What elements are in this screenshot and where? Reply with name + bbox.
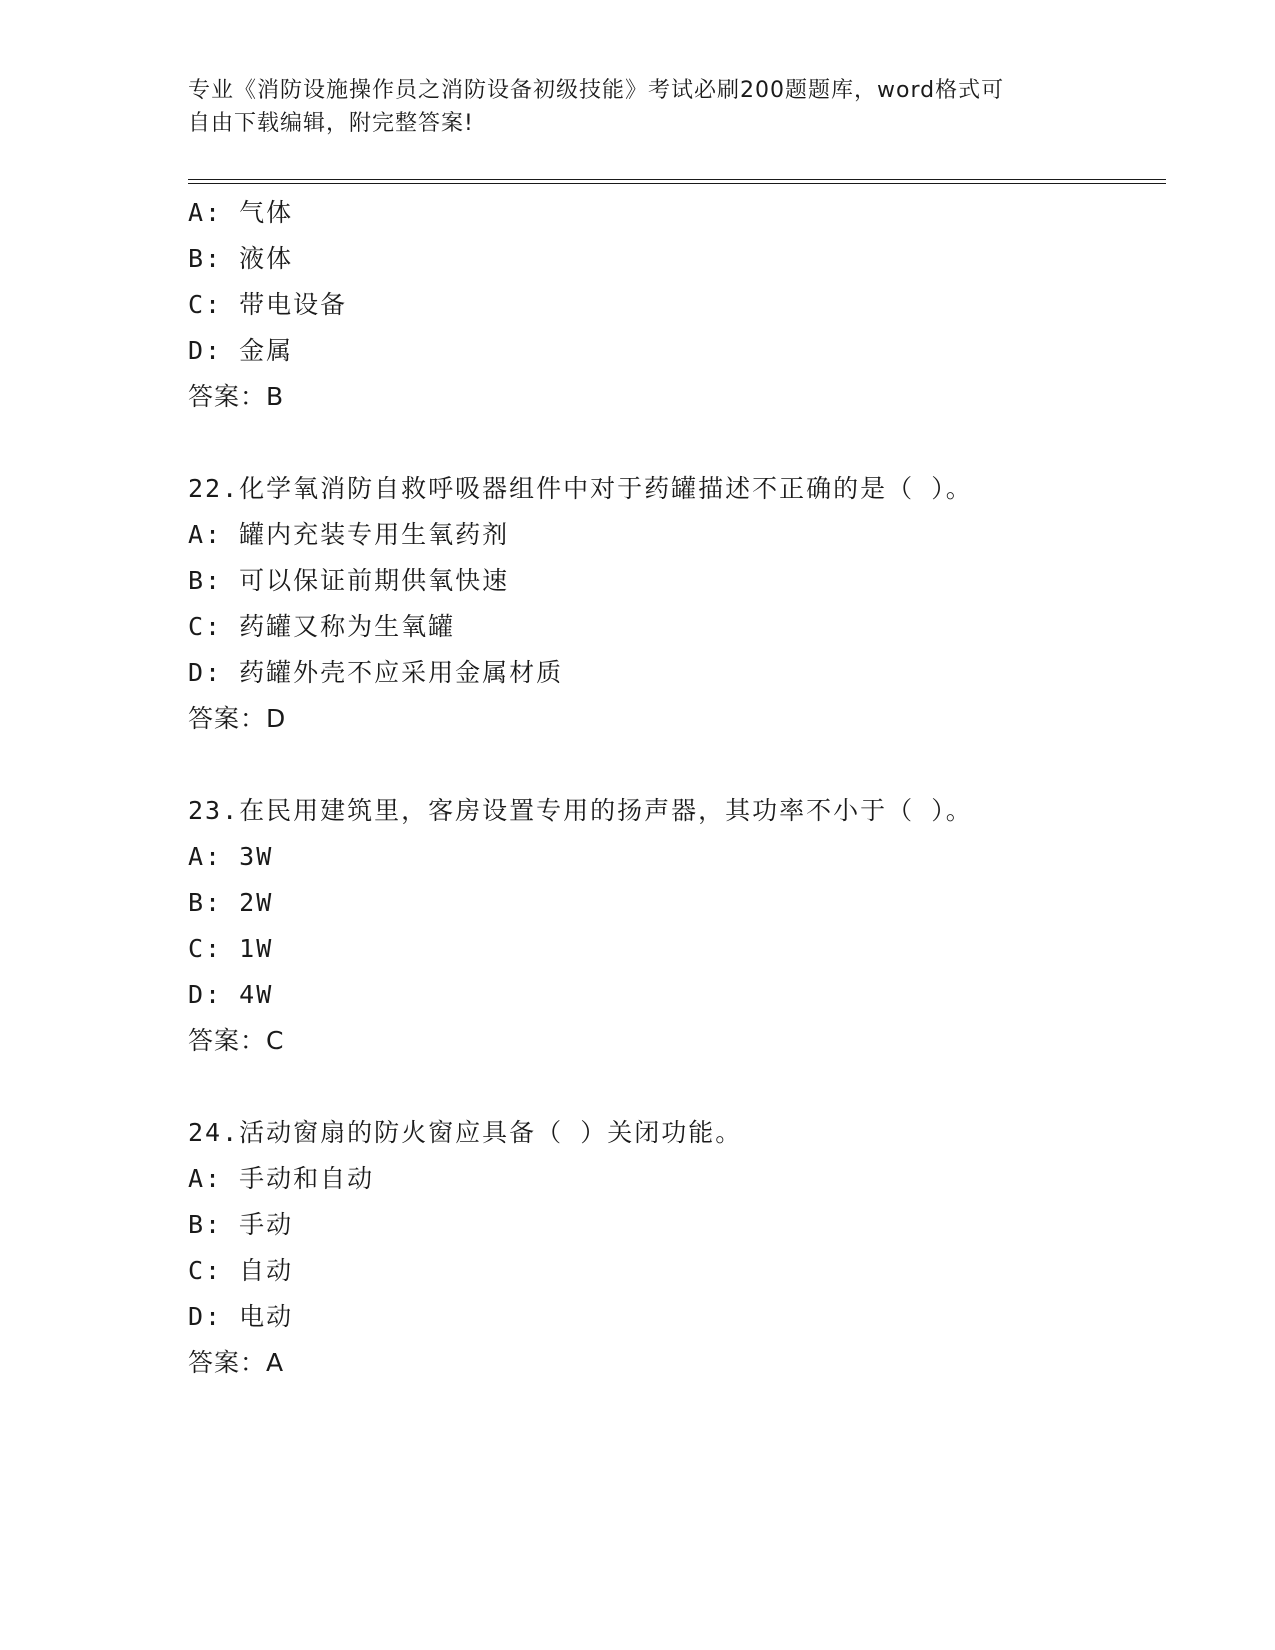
option-c: C: 1W	[188, 934, 274, 963]
answer-line: 答案：A	[188, 1348, 285, 1377]
header-line-1: 专业《消防设施操作员之消防设备初级技能》考试必刷200题题库，word格式可	[188, 78, 1005, 103]
answer-line: 答案：D	[188, 704, 287, 733]
question-block-21	[188, 190, 1168, 420]
option-d: D: 金属	[188, 336, 294, 365]
spacer	[188, 742, 1168, 788]
option-c: C: 药罐又称为生氧罐	[188, 612, 456, 641]
document-header	[188, 74, 1088, 140]
header-divider-bottom	[188, 183, 1166, 184]
spacer	[188, 420, 1168, 466]
question-block-24	[188, 1110, 1168, 1386]
option-b: B: 可以保证前期供氧快速	[188, 566, 510, 595]
option-b: B: 液体	[188, 244, 294, 273]
option-d: D: 4W	[188, 980, 274, 1009]
spacer	[188, 1064, 1168, 1110]
answer-line: 答案：C	[188, 1026, 285, 1055]
option-a: A: 3W	[188, 842, 274, 871]
question-stem: 22.化学氧消防自救呼吸器组件中对于药罐描述不正确的是（ ）。	[188, 474, 973, 503]
question-stem: 23.在民用建筑里，客房设置专用的扬声器，其功率不小于（ ）。	[188, 796, 973, 825]
header-divider-top	[188, 179, 1166, 180]
option-a: A: 罐内充装专用生氧药剂	[188, 520, 510, 549]
question-block-23	[188, 788, 1168, 1064]
option-c: C: 自动	[188, 1256, 294, 1285]
option-d: D: 药罐外壳不应采用金属材质	[188, 658, 564, 687]
option-b: B: 2W	[188, 888, 274, 917]
option-c: C: 带电设备	[188, 290, 348, 319]
question-stem: 24.活动窗扇的防火窗应具备（ ）关闭功能。	[188, 1118, 743, 1147]
option-a: A: 手动和自动	[188, 1164, 375, 1193]
option-d: D: 电动	[188, 1302, 294, 1331]
option-a: A: 气体	[188, 198, 294, 227]
question-list	[188, 190, 1168, 1386]
option-b: B: 手动	[188, 1210, 294, 1239]
answer-line: 答案：B	[188, 382, 285, 411]
question-block-22	[188, 466, 1168, 742]
header-line-2: 自由下载编辑，附完整答案!	[188, 111, 474, 136]
